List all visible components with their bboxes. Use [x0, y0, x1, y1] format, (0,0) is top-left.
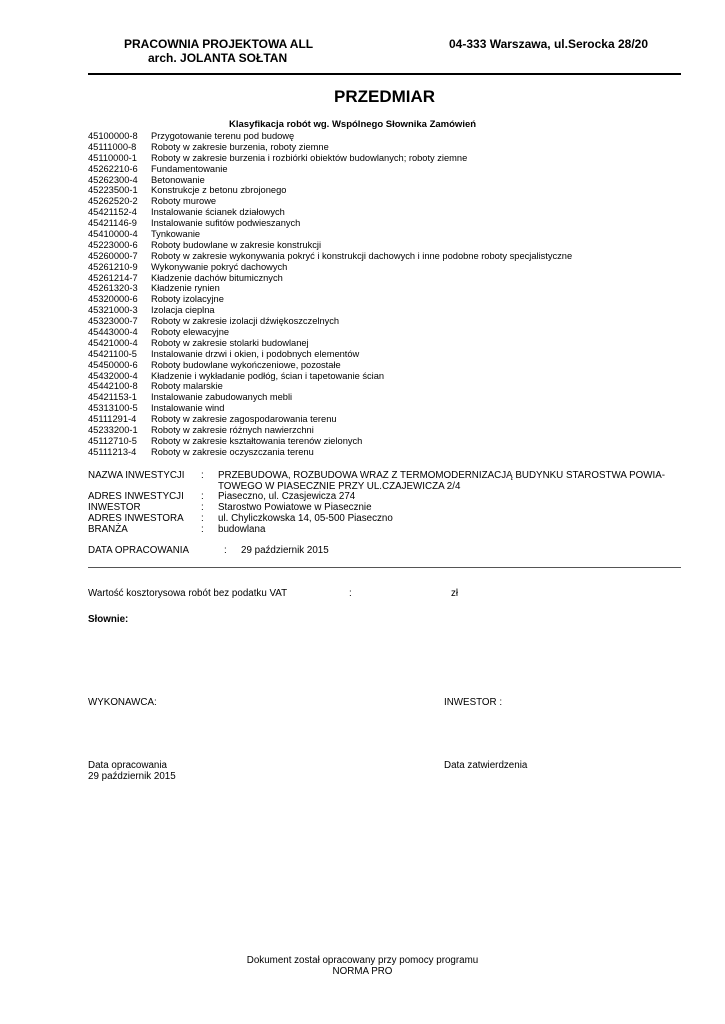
cpv-code: 45223500-1: [88, 185, 138, 196]
cpv-description: Roboty w zakresie burzenia, roboty ziemne: [151, 141, 329, 152]
cpv-code: 45421100-5: [88, 348, 137, 359]
cpv-description: Kładzenie dachów bitumicznych: [151, 272, 283, 283]
cpv-code: 45442100-8: [88, 381, 138, 392]
cpv-code: 45410000-4: [88, 229, 138, 240]
branch-value: budowlana: [218, 524, 266, 535]
cpv-code: 45261214-7: [88, 272, 138, 283]
cpv-description: Roboty budowlane wykończeniowe, pozostałe: [151, 359, 341, 370]
cpv-code: 45323000-7: [88, 316, 138, 327]
cpv-code: 45432000-4: [88, 370, 138, 381]
firm-architect: arch. JOLANTA SOŁTAN: [148, 51, 288, 65]
cpv-code: 45261210-9: [88, 261, 138, 272]
footer-line-1: Dokument został opracowany przy pomocy programu: [246, 955, 479, 966]
cpv-code: 45262300-4: [88, 174, 138, 185]
cpv-description: Instalowanie ścianek działowych: [151, 207, 285, 218]
cost-currency: zł: [451, 588, 459, 599]
cpv-description: Tynkowanie: [151, 229, 201, 240]
page-title: PRZEDMIAR: [334, 87, 436, 106]
cpv-code: 45421152-4: [88, 207, 137, 218]
cpv-description: Konstrukcje z betonu zbrojonego: [151, 185, 287, 196]
colon: :: [224, 545, 227, 556]
cpv-description: Roboty w zakresie burzenia i rozbiórki obiektów budowlanych; roboty ziemne: [151, 152, 468, 163]
cpv-code: 45100000-8: [88, 131, 138, 141]
investment-address-label: ADRES INWESTYCJI: [88, 491, 184, 502]
cpv-code: 45450000-6: [88, 359, 138, 370]
header-divider: [88, 73, 681, 75]
colon: :: [201, 502, 204, 513]
cpv-description: Roboty w zakresie różnych nawierzchni: [151, 425, 314, 436]
investor-value: Starostwo Powiatowe w Piasecznie: [218, 502, 372, 513]
cpv-description: Roboty w zakresie izolacji dźwiękoszczelnych: [151, 316, 340, 327]
cpv-code: 45112710-5: [88, 435, 137, 446]
cpv-code: 45421146-9: [88, 218, 137, 229]
cpv-description: Roboty w zakresie kształtowania terenów zielonych: [151, 435, 363, 446]
investor-address-label: ADRES INWESTORA: [88, 513, 184, 524]
cpv-code: 45421153-1: [88, 392, 137, 403]
cost-colon: :: [349, 588, 352, 599]
cpv-description: Roboty budowlane w zakresie konstrukcji: [151, 239, 322, 250]
firm-address: 04-333 Warszawa, ul.Serocka 28/20: [449, 37, 649, 51]
date-label: DATA OPRACOWANIA: [88, 545, 190, 556]
cpv-code: 45313100-5: [88, 403, 138, 414]
cpv-description: Wykonywanie pokryć dachowych: [151, 261, 288, 272]
cpv-code: 45262520-2: [88, 196, 138, 207]
cpv-code: 45111291-4: [88, 414, 137, 425]
investment-name-label: NAZWA INWESTYCJI: [88, 470, 185, 481]
cpv-description: Instalowanie drzwi i okien, i podobnych elementów: [151, 348, 360, 359]
cpv-description: Kładzenie rynien: [151, 283, 220, 294]
cpv-code: 45110000-1: [88, 152, 137, 163]
colon: :: [201, 513, 204, 524]
classification-heading: Klasyfikacja robót wg. Wspólnego Słownika Zamówień: [229, 119, 477, 130]
cpv-code: 45111213-4: [88, 446, 137, 457]
investment-name-line2: TOWEGO W PIASECZNIE PRZY UL.CZAJEWICZA 2/4: [218, 481, 461, 492]
cpv-description: Roboty elewacyjne: [151, 327, 230, 338]
cpv-description: Roboty w zakresie wykonywania pokryć i konstrukcji dachowych i inne podobne roboty specjalistyczne: [151, 250, 573, 261]
cpv-description: Roboty w zakresie zagospodarowania terenu: [151, 414, 337, 425]
cpv-description: Roboty malarskie: [151, 381, 223, 392]
cpv-description: Betonowanie: [151, 174, 205, 185]
approval-label: Data zatwierdzenia: [444, 760, 528, 771]
colon: :: [201, 524, 204, 535]
cpv-code: 45443000-4: [88, 327, 138, 338]
cpv-code: 45223000-6: [88, 239, 138, 250]
cpv-description: Roboty w zakresie stolarki budowlanej: [151, 337, 309, 348]
investment-address: Piaseczno, ul. Czasjewicza 274: [218, 491, 356, 502]
cpv-description: Instalowanie sufitów podwieszanych: [151, 218, 301, 229]
prepared-date: 29 październik 2015: [88, 771, 176, 782]
investment-name-line1: PRZEBUDOWA, ROZBUDOWA WRAZ Z TERMOMODERNIZACJĄ BUDYNKU STAROSTWA POWIA-: [218, 470, 666, 481]
cpv-description: Instalowanie zabudowanych mebli: [151, 392, 293, 403]
cpv-description: Izolacja cieplna: [151, 305, 215, 316]
branch-label: BRANŻA: [88, 524, 128, 535]
investor-label: INWESTOR: [88, 502, 141, 513]
cpv-description: Roboty w zakresie oczyszczania terenu: [151, 446, 314, 457]
slownie-label: Słownie:: [88, 614, 129, 625]
cpv-code: 45320000-6: [88, 294, 138, 305]
cpv-description: Fundamentowanie: [151, 163, 228, 174]
cpv-description: Roboty murowe: [151, 196, 217, 207]
footer-line-2: NORMA PRO: [332, 966, 393, 977]
cpv-code: 45321000-3: [88, 305, 138, 316]
investor-sign-label: INWESTOR :: [444, 697, 503, 708]
cpv-description: Roboty izolacyjne: [151, 294, 224, 305]
cpv-code: 45262210-6: [88, 163, 138, 174]
investor-address: ul. Chyliczkowska 14, 05-500 Piaseczno: [218, 513, 393, 524]
cpv-code: 45421000-4: [88, 337, 138, 348]
cpv-code: 45111000-8: [88, 141, 137, 152]
cpv-description: Instalowanie wind: [151, 403, 225, 414]
firm-name: PRACOWNIA PROJEKTOWA ALL: [124, 37, 314, 51]
info-divider: [88, 567, 681, 568]
contractor-label: WYKONAWCA:: [88, 697, 157, 708]
colon: :: [201, 470, 204, 481]
prepared-label: Data opracowania: [88, 760, 167, 771]
cpv-code: 45233200-1: [88, 425, 138, 436]
cpv-code: 45260000-7: [88, 250, 138, 261]
cost-label: Wartość kosztorysowa robót bez podatku VAT: [88, 588, 288, 599]
cpv-description: Przygotowanie terenu pod budowę: [151, 131, 295, 141]
cpv-description: Kładzenie i wykładanie podłóg, ścian i tapetowanie ścian: [151, 370, 385, 381]
cpv-code: 45261320-3: [88, 283, 138, 294]
date-value: 29 październik 2015: [241, 545, 329, 556]
colon: :: [201, 491, 204, 502]
